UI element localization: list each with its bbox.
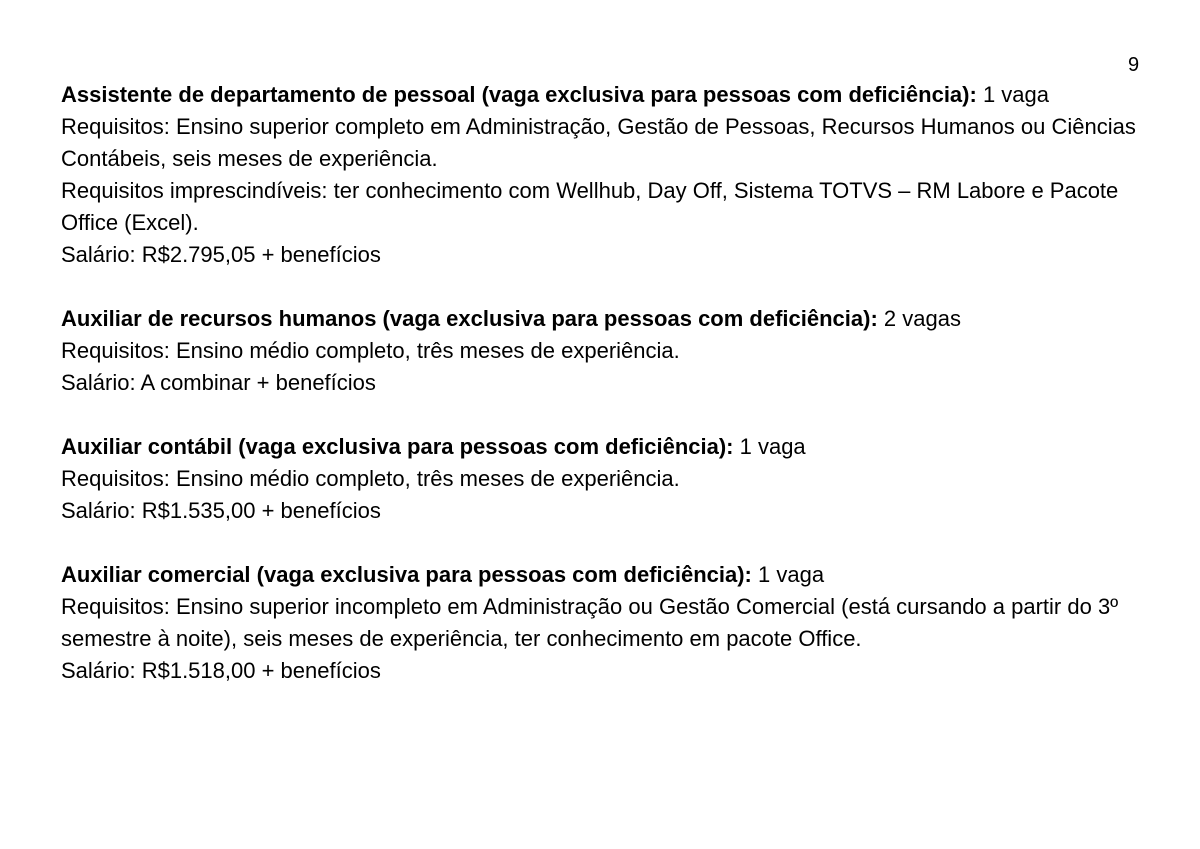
job-listing-assistente-dp — [61, 79, 1141, 271]
job-openings: 1 vaga — [733, 434, 806, 459]
job-requirements: Requisitos: Ensino médio completo, três meses de experiência. — [61, 338, 680, 363]
job-openings: 1 vaga — [976, 82, 1049, 107]
job-listing-auxiliar-contabil — [61, 431, 1141, 527]
job-title: Auxiliar comercial (vaga exclusiva para pessoas com deficiência): — [61, 562, 752, 587]
job-heading — [61, 559, 1141, 591]
job-requirements: Requisitos: Ensino médio completo, três meses de experiência. — [61, 466, 680, 491]
job-title: Auxiliar de recursos humanos (vaga exclusiva para pessoas com deficiência): — [61, 306, 878, 331]
job-listings — [61, 79, 1141, 719]
job-salary: Salário: R$1.518,00 + benefícios — [61, 658, 381, 683]
page-number: 9 — [1128, 54, 1140, 76]
job-title: Auxiliar contábil (vaga exclusiva para pessoas com deficiência): — [61, 434, 734, 459]
job-essential-requirements: Requisitos imprescindíveis: ter conhecimento com Wellhub, Day Off, Sistema TOTVS – RM Labore e Pacote Office (Excel). — [61, 178, 1119, 235]
job-heading — [61, 79, 1141, 111]
job-heading — [61, 303, 1141, 335]
job-title: Assistente de departamento de pessoal (vaga exclusiva para pessoas com deficiência): — [61, 82, 977, 107]
job-requirements: Requisitos: Ensino superior incompleto em Administração ou Gestão Comercial (está cursando a partir do 3º semestre à noite), seis meses de experiência, ter conhecimento em pacote Office. — [61, 594, 1119, 651]
job-listing-auxiliar-comercial — [61, 559, 1141, 687]
job-salary: Salário: R$2.795,05 + benefícios — [61, 242, 381, 267]
job-salary: Salário: R$1.535,00 + benefícios — [61, 498, 381, 523]
job-salary: Salário: A combinar + benefícios — [61, 370, 376, 395]
job-openings: 1 vaga — [751, 562, 825, 587]
job-requirements: Requisitos: Ensino superior completo em Administração, Gestão de Pessoas, Recursos Humanos ou Ciências Contábeis, seis meses de experiência. — [61, 114, 1136, 171]
job-heading — [61, 431, 1141, 463]
job-openings: 2 vagas — [877, 306, 961, 331]
job-listing-auxiliar-rh — [61, 303, 1141, 399]
